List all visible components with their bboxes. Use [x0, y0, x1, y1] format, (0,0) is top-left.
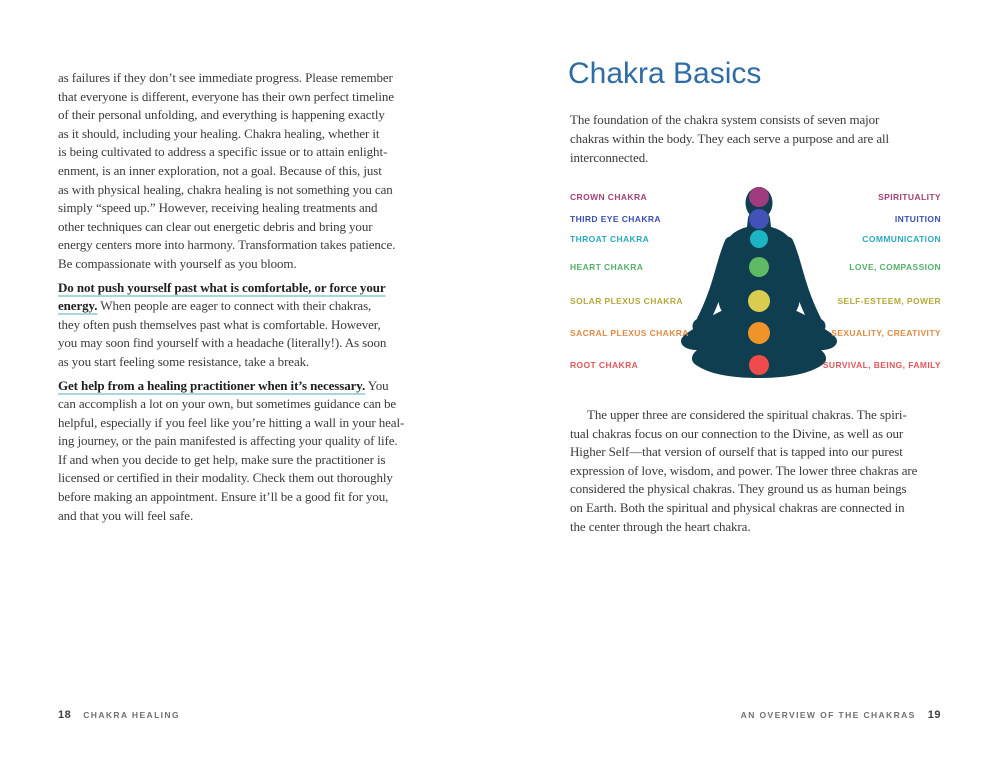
page-number: 18: [58, 709, 72, 721]
left-page-text: [58, 69, 442, 525]
chakra-meaning-label: SURVIVAL, BEING, FAMILY: [822, 360, 941, 370]
text-line: that everyone is different, everyone has their own perfect timeline: [58, 88, 394, 104]
paragraph: [58, 377, 442, 526]
text-line: as you start feeling some resistance, take a break.: [58, 353, 310, 369]
text-line: Be compassionate with yourself as you bloom.: [58, 255, 297, 271]
figure-right-hand: [811, 319, 826, 334]
chapter-intro: [570, 110, 954, 167]
text-line: If and when you decide to get help, make sure the practitioner is: [58, 451, 386, 467]
chakra-name-label: SACRAL PLEXUS CHAKRA: [570, 328, 689, 338]
chakra-meaning-label: SEXUALITY, CREATIVITY: [831, 328, 941, 338]
chakra-dot: [749, 209, 769, 229]
text-line: simply “speed up.” However, receiving healing treatments and: [58, 200, 378, 216]
page-title: Chakra Basics: [568, 57, 762, 90]
paragraph: [58, 279, 442, 372]
chakra-name-label: HEART CHAKRA: [570, 262, 644, 272]
text-line: they often push themselves past what is comfortable. However,: [58, 316, 381, 332]
running-title: AN OVERVIEW OF THE CHAKRAS: [740, 710, 916, 720]
text-line: energy centers more into harmony. Transformation takes patience.: [58, 237, 396, 253]
chakra-name-label: CROWN CHAKRA: [570, 192, 648, 202]
text-line: chakras within the body. They each serve a purpose and are all: [570, 131, 890, 146]
text-line: the center through the heart chakra.: [570, 518, 751, 534]
text-line: other techniques can clear out energetic debris and bring your: [58, 218, 373, 234]
chakra-name-label: THROAT CHAKRA: [570, 234, 650, 244]
text-line: Get help from a healing practitioner when it’s necessary. You: [58, 377, 389, 393]
chakra-meaning-label: SPIRITUALITY: [878, 192, 941, 202]
chakra-name-label: SOLAR PLEXUS CHAKRA: [570, 296, 683, 306]
text-line: of their personal unfolding, and everything is happening exactly: [58, 107, 385, 123]
text-line: expression of love, wisdom, and power. The lower three chakras are: [570, 462, 918, 478]
chakra-dot: [749, 355, 769, 375]
chakra-diagram: [570, 185, 941, 385]
page-number: 19: [927, 709, 941, 721]
text-line: tual chakras focus on our connection to the Divine, as well as our: [570, 425, 904, 441]
text-line: helpful, especially if you feel like you’re hitting a wall in your heal-: [58, 414, 405, 430]
running-title: CHAKRA HEALING: [83, 710, 180, 720]
text-line: Higher Self—that version of ourself that is tapped into our purest: [570, 444, 903, 460]
text-line: and that you will feel safe.: [58, 507, 194, 523]
text-line: as failures if they don’t see immediate progress. Please remember: [58, 70, 393, 85]
chakra-name-label: THIRD EYE CHAKRA: [570, 214, 661, 224]
text-line: you may soon find yourself with a headache (literally!). As soon: [58, 335, 387, 351]
chakra-dot: [748, 290, 770, 312]
chakra-dot: [749, 257, 769, 277]
text-line: interconnected.: [570, 150, 649, 165]
chakra-dot: [749, 187, 769, 207]
paragraph: [58, 69, 442, 274]
text-line: enment, is an inner exploration, not a goal. Because of this, just: [58, 162, 382, 178]
right-page-text: [570, 406, 954, 536]
text-line: energy. When people are eager to connect with their chakras,: [58, 298, 372, 314]
chakra-dot: [750, 230, 768, 248]
text-line: The upper three are considered the spiritual chakras. The spiri-: [587, 407, 907, 422]
text-line: The foundation of the chakra system consists of seven major: [570, 112, 880, 127]
chakra-meaning-label: SELF-ESTEEM, POWER: [837, 296, 941, 306]
chakra-meaning-label: LOVE, COMPASSION: [849, 262, 941, 272]
text-line: can accomplish a lot on your own, but sometimes guidance can be: [58, 396, 397, 412]
chakra-name-label: ROOT CHAKRA: [570, 360, 639, 370]
meditating-figure: [677, 185, 842, 383]
left-footer: [58, 705, 180, 723]
text-line: before making an appointment. Ensure it’ll be a good fit for you,: [58, 489, 389, 505]
text-line: licensed or certified in their modality. Check them out thoroughly: [58, 470, 393, 486]
text-line: is being cultivated to address a specific issue or to attain enlight-: [58, 144, 388, 160]
text-line: on Earth. Both the spiritual and physical chakras are connected in: [570, 499, 905, 515]
text-line: considered the physical chakras. They ground us as human beings: [570, 481, 907, 497]
text-line: ing journey, or the pain manifested is affecting your quality of life.: [58, 433, 398, 449]
chakra-dot: [748, 322, 770, 344]
figure-left-hand: [693, 319, 708, 334]
chakra-meaning-label: COMMUNICATION: [862, 234, 941, 244]
text-line: Do not push yourself past what is comfortable, or force your: [58, 279, 386, 295]
right-footer: [741, 705, 941, 723]
text-line: as it should, including your healing. Chakra healing, whether it: [58, 125, 380, 141]
text-line: as with physical healing, chakra healing is not something you can: [58, 181, 393, 197]
chakra-meaning-label: INTUITION: [894, 214, 941, 224]
